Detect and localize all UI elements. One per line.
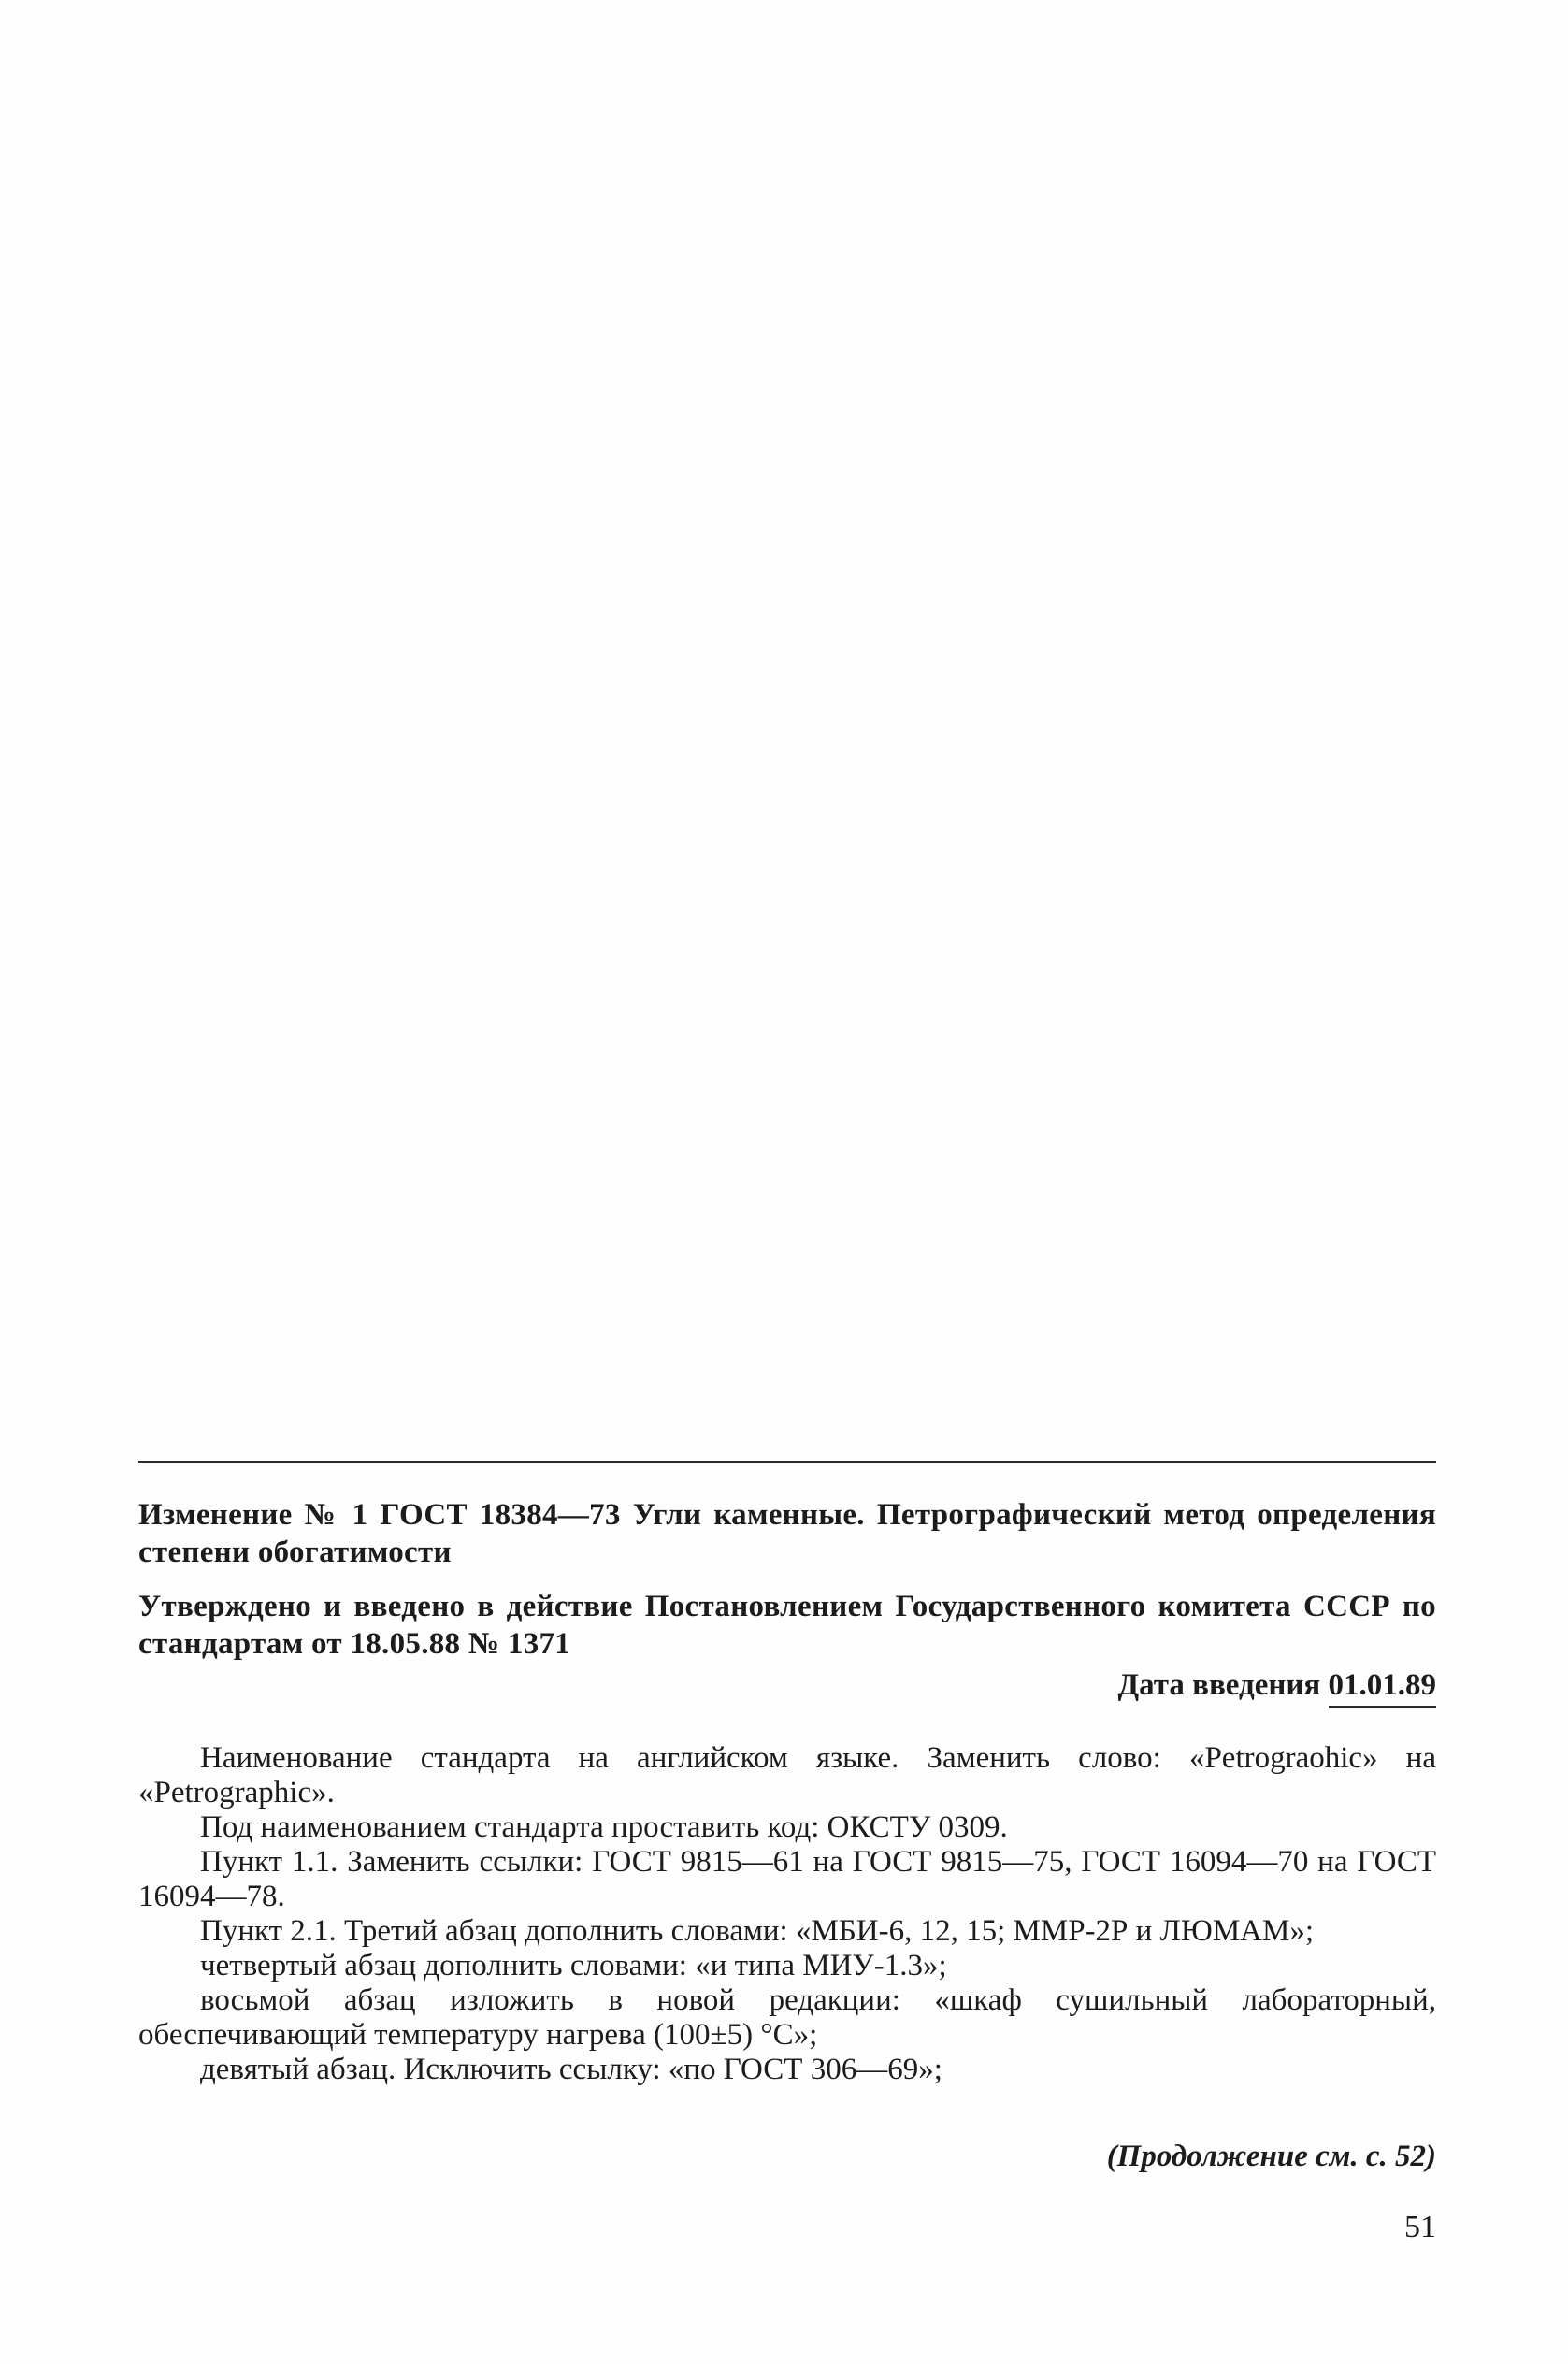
amendment-body (138, 1741, 1436, 2087)
introduction-date-label: Дата введения (1117, 1668, 1321, 1702)
continuation-note: (Продолжение см. с. 52) (1106, 2140, 1436, 2173)
paragraph: четвертый абзац дополнить словами: «и типа МИУ-1.3»; (200, 1949, 947, 1982)
paragraph: Пункт 1.1. Заменить ссылки: ГОСТ 9815—61 на ГОСТ 9815—75, ГОСТ 16094—70 на ГОСТ 16094—78. (138, 1845, 1436, 1913)
page-number: 51 (1404, 2210, 1436, 2244)
top-separator-rule (138, 1461, 1436, 1463)
introduction-date-value: 01.01.89 (1329, 1666, 1437, 1708)
paragraph: восьмой абзац изложить в новой редакции: «шкаф сушильный лабораторный, обеспечивающий температуру нагрева (100±5) °С»; (138, 1983, 1436, 2052)
approval-statement: Утверждено и введено в действие Постановлением Государственного комитета СССР по стандартам от 18.05.88 № 1371 (138, 1590, 1436, 1661)
introduction-date (138, 1666, 1436, 1708)
amendment-title: Изменение № 1 ГОСТ 18384—73 Угли каменные. Петрографический метод определения степени обогатимости (138, 1498, 1436, 1569)
paragraph: Под наименованием стандарта проставить код: ОКСТУ 0309. (200, 1810, 1008, 1844)
paragraph: Пункт 2.1. Третий абзац дополнить словами: «МБИ-6, 12, 15; ММР-2Р и ЛЮМАМ»; (200, 1914, 1315, 1948)
paragraph: девятый абзац. Исключить ссылку: «по ГОСТ 306—69»; (200, 2053, 942, 2086)
paragraph: Наименование стандарта на английском языке. Заменить слово: «Petrograohic» на «Petrographic». (138, 1741, 1436, 1809)
